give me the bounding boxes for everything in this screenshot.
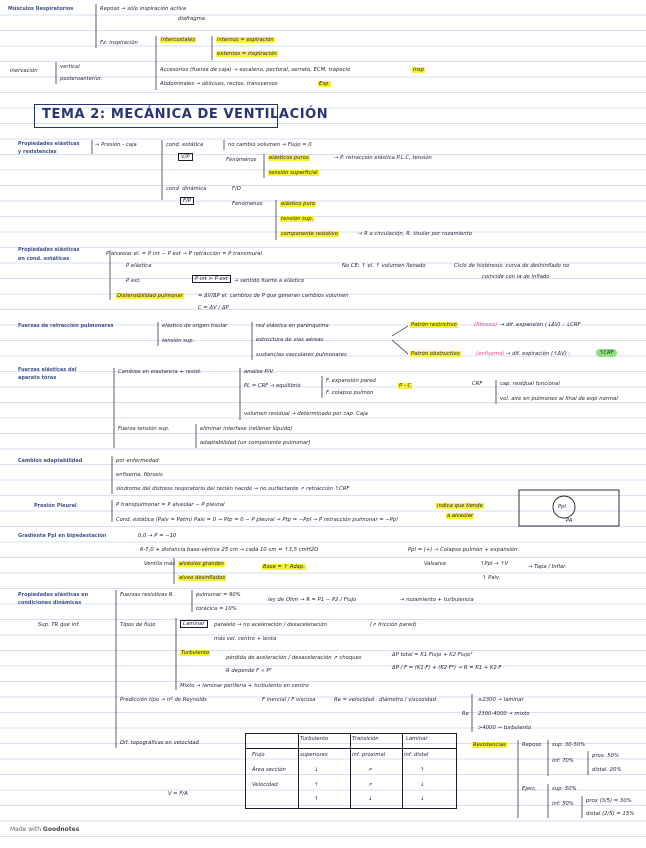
text-v-form: V = F/A [168, 791, 188, 797]
text-sentido: → sentido fuerte a elástico [234, 278, 305, 284]
text-cond-estatica: cond. estática [166, 142, 204, 148]
text-crf-up: ↑CRF [596, 349, 617, 357]
text-prediccion: Predicción tipo → nº de Reynolds [120, 697, 207, 703]
text-por-enfermedad: por enfermedad [116, 458, 159, 464]
text-distensibilidad: Distensibilidad pulmonar [117, 293, 183, 299]
text-gradiente-val: 0,0 → P = −10 [138, 533, 177, 539]
text-re-laminar: ≤2300 → laminar [478, 697, 524, 703]
text-prox50: prox. 50% [592, 753, 619, 759]
text-fd: F/D [232, 186, 241, 192]
text-esp-hl: Esp. [319, 81, 331, 87]
text-fp-box: F/P [180, 197, 194, 205]
text-fibrosis: (fibrosis) [474, 322, 498, 328]
text-dp-formula2: ΔP / F = (K1·F) + (K2·F²) → R = K1 + K2·F [392, 665, 502, 671]
text-fenomenos: Fenómenos [226, 157, 257, 163]
text-distens2: = ΔV/ΔP el. cambios de P que generan cambios volumen [198, 293, 349, 299]
text-ejerc: Ejerc. [522, 786, 537, 792]
table-cell-r2c2: ↗ [368, 782, 373, 788]
heading-cond-estaticas: en cond. estáticas [18, 256, 70, 262]
text-sindrome: síndrome del distress respiratorio del recién nacido → no surfactante ↗ retracción ↑CRF [116, 486, 350, 492]
text-p-formula: P alveolar el. = P int − P ext → P retracción = P transmural [106, 251, 262, 257]
heading-resistencias: y resistencias [18, 149, 57, 155]
text-dp-formula: ΔP total = K1·Flujo + K2·Flujo² [392, 652, 473, 658]
text-r-circulacion: → R a circulación, R. tisular por rozamiento [358, 231, 472, 237]
text-pint-box: P int > P ext [192, 275, 231, 283]
text-presion-caja: → Presión - caja [95, 142, 137, 148]
text-crf-label: CRF [472, 381, 483, 387]
text-posteroanterior: posteroanterior. [60, 76, 103, 82]
table-header-laminar: Laminar [406, 736, 428, 742]
text-p-ext: P ext. [126, 278, 142, 284]
text-insp-hl: Insp [413, 67, 425, 73]
text-ciclo: Ciclo de histéresis: curva de deshinflado no [454, 263, 570, 269]
text-inf70: inf: 70% [552, 758, 574, 764]
text-reposo: Reposo → sólo inspiración activa [100, 6, 187, 12]
text-re-form2: Re = velocidad · diámetro / viscosidad [334, 697, 436, 703]
text-resistencias: Resistencias [473, 742, 506, 748]
table-cell-r3c1: ↑ [314, 796, 319, 802]
text-sup-tr: Sup. TR que inf. [38, 622, 80, 628]
table-cell-r3c2: ↓ [368, 796, 373, 802]
text-distal15: distal (2/5) = 15% [586, 811, 635, 817]
text-turbulento: Turbulento [181, 650, 210, 656]
text-elastico-puro: elástico puro [281, 201, 316, 207]
text-inervacion: inervación [10, 68, 38, 74]
text-ppl-pos: Ppl = (+) → Colapso pulmón + expansión [408, 547, 518, 553]
text-rozamiento: → rozamiento + turbulencia [400, 597, 474, 603]
table-cell-r2c3: ↓ [420, 782, 425, 788]
table-cell-r0c0: Flujo [252, 752, 265, 758]
text-palv: ↑ Palv [482, 575, 500, 581]
text-fuerzas-resist: Fuerzas resistivas R. [120, 592, 175, 598]
text-elastico-tisular: elástico de origen tisular [162, 323, 228, 329]
text-re-turb: >4000 → turbulento [478, 725, 532, 731]
table-cell-r2c1: ↑ [314, 782, 319, 788]
text-ventila: Ventila más [144, 561, 175, 567]
text-vp-box: V/P [178, 153, 193, 161]
text-p-retraccion: → P. retracción elástica P.L.C, tensión [334, 155, 432, 161]
text-pc: P - C [399, 383, 412, 389]
table-cell-r1c2: ↗ [368, 767, 373, 773]
text-tapa: → Tapa / Inflar. [528, 564, 567, 570]
text-fz-insp: Fz. inspiración [100, 40, 138, 46]
text-enfisema: (enfisema) [476, 351, 505, 357]
text-volumen-residual: volumen residual → determinado por cap. Caja [244, 411, 368, 417]
table-cell-r1c1: ↓ [314, 767, 319, 773]
heading-presion-pleural: Presión Pleural [34, 503, 77, 509]
text-base-adap: Base = ↑ Adap. [263, 564, 305, 570]
heading-musculos: Músculos Respiratorios [8, 6, 74, 12]
text-tension-sup: tensión superficial [269, 170, 318, 176]
text-re-form: F inercial / F viscosa [262, 697, 316, 703]
text-r-depende: R depende F ∝ P² [226, 668, 272, 674]
text-a-alveolar: a alveolar [447, 513, 474, 519]
text-dif-topograficas: Dif. topográficas en velocidad [120, 740, 199, 746]
text-cap-residual: cap. residual funcional [500, 381, 560, 387]
text-alveolos-grandes: alvéolos grandes [179, 561, 224, 567]
heading-cambios-adapt: Cambios adaptabilidad [18, 458, 83, 464]
text-prox30: prox (3/5) = 30% [586, 798, 632, 804]
text-indica: indica que tiende [437, 503, 483, 509]
text-enfisema-fibrosis: enfisema, fibrosis [116, 472, 163, 478]
text-mas-vel: más vel. centro + lenta [214, 636, 277, 642]
text-paralelo: paralelo → no aceleración / desaceleración [214, 622, 327, 628]
text-ley-ohm: ley de Ohm → R = P1 − P2 / Flujo [268, 597, 357, 603]
table-cell-r0c2: inf. proximal [352, 752, 386, 758]
table-header-transicion: Transición [352, 736, 379, 742]
text-tension-sup3: tensión sup. [162, 338, 195, 344]
text-cambios: Cambios en elastancia + resist. [118, 369, 202, 375]
heading-aparato-torax: aparato tórax [18, 375, 57, 381]
heading-propiedades: Propiedades elásticas [18, 141, 80, 147]
text-inf50: inf: 50% [552, 801, 574, 807]
text-patron-restrictivo: Patrón restrictivo [411, 322, 457, 328]
text-friccion: (↗ fricción pared) [370, 622, 417, 628]
text-componente: componente resistivo [281, 231, 339, 237]
table-cell-r0c1: superiores [300, 752, 328, 758]
text-ptp-form: P transpulmonar = P alveolar − P pleural [116, 502, 225, 508]
text-laminar-box: Laminar [180, 620, 208, 628]
text-valsalva: Valsalva [424, 561, 446, 567]
text-re-mixto: 2300-4000 → mixto [478, 711, 530, 717]
diagram-label-ppl: Ppl [558, 504, 567, 510]
table-cell-r1c3: ↑ [420, 767, 425, 773]
text-sup50: sup: 50% [552, 786, 577, 792]
text-accesorios: Accesorios (fuerza de caja) → escaleno, pectoral, serrato, ECM, trapecio [160, 67, 351, 73]
text-mixto: Mixto → laminar periferia + turbulento en centro [180, 683, 309, 689]
text-patron-obstructivo: Patrón obstructivo [411, 351, 460, 357]
heading-cond-dinamicas: condiciones dinámicas [18, 600, 82, 606]
table-cell-r2c0: Velocidad [252, 782, 278, 788]
text-p-elastica: P elástica [126, 263, 152, 269]
text-alveolos-desinf: alveo desinflados [179, 575, 226, 581]
text-vpl: ↑Ppl → ↑V [480, 561, 509, 567]
text-reposo-r: Reposo [522, 742, 542, 748]
text-dif-espiracion: → dif. espiración (↑ΔV) : [506, 351, 571, 357]
text-fenomenos2: Fenómenos [232, 201, 263, 207]
text-externos: externos = inspiración [217, 51, 277, 57]
text-fuerza-tension: Fuerza tensión sup. [118, 426, 170, 432]
text-c-form: C = ΔV / ΔP [198, 305, 229, 311]
text-pulmonar: pulmonar = 90% [196, 592, 241, 598]
text-intercostales: Intercostales [161, 37, 196, 43]
text-abdominales: Abdominales → oblicuos, rectos, transversos [160, 81, 278, 87]
text-f-expansion: F. expansión pared [326, 378, 376, 384]
text-vertical: vertical [60, 64, 80, 70]
text-diafragma: diafragma [178, 16, 206, 22]
text-pl-crf: PL = CRF → equilibrio [244, 383, 301, 389]
table-cell-r1c0: Área sección [252, 767, 286, 773]
text-sup30: sup: 30-50% [552, 742, 586, 748]
text-toracica: torácica = 10% [196, 606, 237, 612]
text-red-elastica: red elástica en parénquima [256, 323, 329, 329]
text-sustancias: sustancias vasculares pulmonares [256, 352, 347, 358]
table-cell-r0c3: inf. distal [404, 752, 429, 758]
heading-fuerzas-elasticas: Fuerzas elásticas del [18, 367, 77, 373]
page-title: TEMA 2: MECÁNICA DE VENTILACIÓN [42, 107, 329, 122]
text-adaptabilidad: adaptabilidad (un componente pulmonar) [200, 440, 311, 446]
text-eliminar: eliminar interfase (rellenar líquido) [200, 426, 293, 432]
text-distancia: 6-7,0 + distancia base-vértice 25 cm → cada 10 cm = ↑3,5 cmH2O [140, 547, 319, 553]
text-cond-dinamica: cond. dinámica [166, 186, 207, 192]
diagram-label-pa: PA [566, 518, 573, 524]
heading-fuerzas-retraccion: Fuerzas de retracción pulmonares [18, 323, 114, 329]
text-dif-expansion: → dif. expansión (↓ΔV) : ↓CRF [500, 322, 581, 328]
text-perdida: pérdida de aceleración / desaceleración ↗ choques [226, 655, 362, 661]
text-estructura: estructura de vías aéreas [256, 337, 324, 343]
text-elasticos-puros: elásticos puros [269, 155, 309, 161]
text-internos: internos = espiración [217, 37, 274, 43]
text-re-label: Re [462, 711, 469, 717]
text-cond-est-form: Cond. estática (Palv = Patm) Palv = 0 → Ptp = 0 − P pleural → Ptp = −Ppl → P retracción pulmonar = −Ppl [116, 517, 398, 523]
text-tipos-flujo: Tipos de flujo [120, 622, 156, 628]
text-distal20: distal. 20% [592, 767, 622, 773]
text-analiza: analiza P/V. [244, 369, 275, 375]
text-vol-aire: vol. aire en pulmones al final de espi normal [500, 396, 618, 402]
heading-gradiente: Gradiente Ppl en bipedestación [18, 533, 107, 539]
footer-watermark: Made with Goodnotes [10, 826, 80, 833]
table-header-turbulento: Turbulento [300, 736, 329, 742]
text-tension-sup2: tensión sup. [281, 216, 314, 222]
text-ciclo2: coincide con la de inflado [482, 274, 550, 280]
text-no-cambio: no cambio volumen → Flujo = 0 [228, 142, 312, 148]
heading-prop-elasticas: Propiedades elásticas [18, 247, 80, 253]
text-f-colapso: F. colapso pulmón [326, 390, 374, 396]
table-cell-r3c3: ↓ [420, 796, 425, 802]
text-no-ce: No CE: ↑ el. ↑ volumen llenado [342, 263, 426, 269]
heading-prop-dinamicas: Propiedades elásticas en [18, 592, 89, 598]
